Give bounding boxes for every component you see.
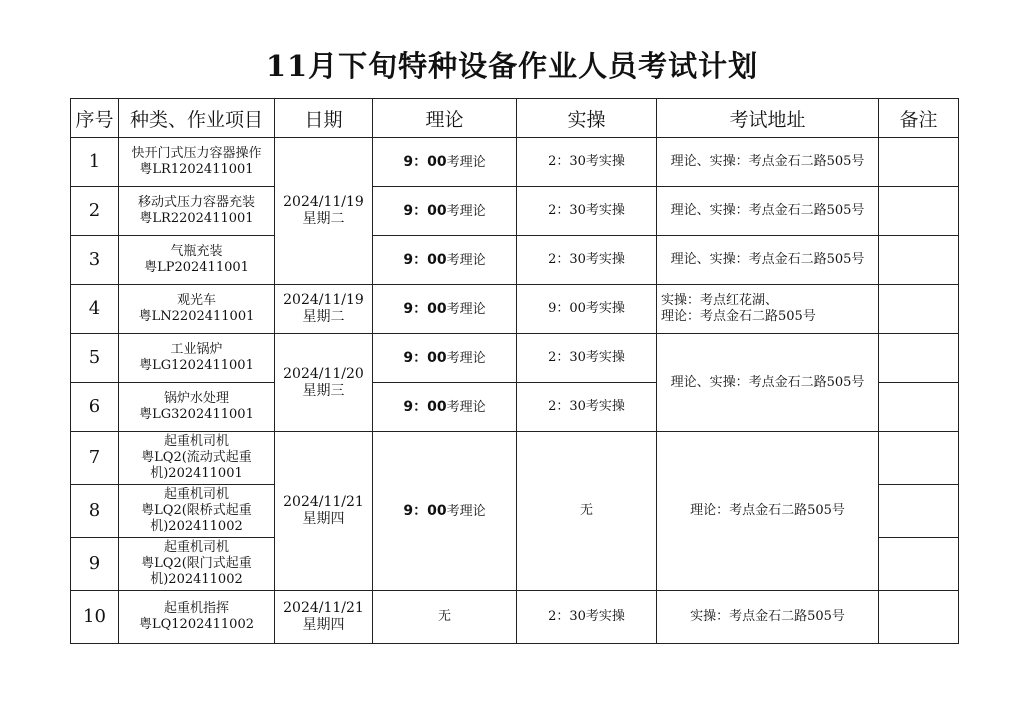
item-line: 粤LQ2(限桥式起重: [141, 503, 252, 518]
row-seq: 9: [71, 538, 119, 591]
item-code: 粤LR1202411001: [139, 162, 254, 177]
table-row: [71, 138, 959, 187]
item-name: 快开门式压力容器操作: [131, 146, 262, 161]
address-cell: 理论、实操：考点金石二路505号: [657, 138, 879, 187]
item-name: 锅炉水处理: [163, 391, 229, 406]
row-seq: 7: [71, 432, 119, 485]
theory-label: 考理论: [446, 503, 486, 519]
item-code: 粤LR2202411001: [139, 211, 254, 226]
table-row: [71, 187, 959, 236]
item-line: 机)202411001: [150, 466, 243, 481]
item-code: 粤LG1202411001: [139, 358, 254, 373]
row-seq: 3: [71, 236, 119, 285]
row-item: [119, 591, 275, 644]
row-item: [119, 538, 275, 591]
address-cell: 理论、实操：考点金石二路505号: [657, 187, 879, 236]
theory-time: 9：00: [403, 251, 447, 268]
remarks-cell: [879, 383, 959, 432]
item-line: 起重机司机: [163, 434, 229, 449]
theory-cell: 无: [373, 591, 517, 644]
row-item: [119, 485, 275, 538]
item-line: 起重机司机: [163, 487, 229, 502]
item-code: 粤LP202411001: [144, 260, 249, 275]
table-row: [71, 591, 959, 644]
date-value: 2024/11/21: [283, 600, 364, 616]
remarks-cell: [879, 432, 959, 485]
header-item: 种类、作业项目: [119, 99, 275, 138]
item-name: 工业锅炉: [170, 342, 223, 357]
address-cell: [657, 285, 879, 334]
exam-plan-table: [70, 98, 959, 644]
remarks-cell: [879, 187, 959, 236]
date-cell: [275, 334, 373, 432]
address-cell: 理论：考点金石二路505号: [657, 432, 879, 591]
theory-label: 考理论: [446, 252, 486, 268]
theory-time: 9：00: [403, 300, 447, 317]
date-cell: [275, 138, 373, 285]
theory-time: 9：00: [403, 398, 447, 415]
weekday-value: 星期二: [302, 309, 345, 325]
theory-label: 考理论: [446, 350, 486, 366]
remarks-cell: [879, 538, 959, 591]
item-line: 起重机司机: [163, 540, 229, 555]
item-name: 移动式压力容器充装: [137, 195, 255, 210]
date-value: 2024/11/20: [283, 365, 364, 382]
row-seq: 5: [71, 334, 119, 383]
row-seq: 2: [71, 187, 119, 236]
theory-cell: [373, 138, 517, 187]
theory-cell: [373, 334, 517, 383]
item-line: 粤LQ2(限门式起重: [141, 556, 252, 571]
table-row: [71, 334, 959, 383]
practice-cell: 2：30考实操: [517, 383, 657, 432]
address-cell: 理论、实操：考点金石二路505号: [657, 334, 879, 432]
item-line: 粤LQ2(流动式起重: [141, 450, 252, 465]
theory-label: 考理论: [446, 301, 486, 317]
item-code: 粤LQ1202411002: [138, 617, 254, 632]
weekday-value: 星期四: [302, 511, 345, 527]
remarks-cell: [879, 138, 959, 187]
date-cell: [275, 591, 373, 644]
theory-cell: [373, 236, 517, 285]
practice-cell: 9：00考实操: [517, 285, 657, 334]
practice-cell: 2：30考实操: [517, 138, 657, 187]
address-cell: 实操：考点金石二路505号: [657, 591, 879, 644]
theory-time: 9：00: [403, 502, 447, 519]
weekday-value: 星期四: [302, 617, 345, 633]
row-seq: 1: [71, 138, 119, 187]
table-row: [71, 236, 959, 285]
row-seq: 8: [71, 485, 119, 538]
item-name: 气瓶充装: [170, 244, 223, 259]
item-line: 机)202411002: [150, 572, 243, 587]
header-practice: 实操: [517, 99, 657, 138]
document-title: 11月下旬特种设备作业人员考试计划: [265, 49, 759, 83]
weekday-value: 星期三: [302, 382, 345, 399]
theory-cell: [373, 383, 517, 432]
row-item: [119, 138, 275, 187]
date-value: 2024/11/19: [283, 194, 364, 210]
row-seq: 10: [71, 591, 119, 644]
date-cell: [275, 432, 373, 591]
theory-time: 9：00: [403, 202, 447, 219]
date-value: 2024/11/21: [283, 494, 364, 510]
remarks-cell: [879, 334, 959, 383]
theory-cell: [373, 285, 517, 334]
row-item: [119, 432, 275, 485]
header-date: 日期: [275, 99, 373, 138]
theory-label: 考理论: [446, 399, 486, 415]
practice-cell: 2：30考实操: [517, 236, 657, 285]
row-item: [119, 236, 275, 285]
theory-cell: [373, 432, 517, 591]
remarks-cell: [879, 485, 959, 538]
remarks-cell: [879, 285, 959, 334]
practice-cell: 2：30考实操: [517, 187, 657, 236]
item-name: 起重机指挥: [163, 601, 229, 616]
row-item: [119, 285, 275, 334]
table-row: [71, 432, 959, 485]
practice-cell: 无: [517, 432, 657, 591]
header-address: 考试地址: [657, 99, 879, 138]
item-code: 粤LG3202411001: [139, 407, 254, 422]
address-line: 实操：考点红花湖、: [661, 293, 779, 308]
item-name: 观光车: [176, 293, 216, 308]
table-header-row: [71, 99, 959, 138]
row-item: [119, 334, 275, 383]
table-row: [71, 285, 959, 334]
practice-cell: 2：30考实操: [517, 591, 657, 644]
row-item: [119, 187, 275, 236]
address-cell: 理论、实操：考点金石二路505号: [657, 236, 879, 285]
theory-time: 9：00: [403, 349, 447, 366]
date-value: 2024/11/19: [283, 292, 364, 308]
date-cell: [275, 285, 373, 334]
header-theory: 理论: [373, 99, 517, 138]
remarks-cell: [879, 236, 959, 285]
practice-cell: 2：30考实操: [517, 334, 657, 383]
header-seq: 序号: [71, 99, 119, 138]
address-line: 理论：考点金石二路505号: [661, 309, 816, 324]
theory-time: 9：00: [403, 153, 447, 170]
theory-cell: [373, 187, 517, 236]
item-code: 粤LN2202411001: [138, 309, 255, 324]
item-line: 机)202411002: [150, 519, 243, 534]
remarks-cell: [879, 591, 959, 644]
row-item: [119, 383, 275, 432]
header-remarks: 备注: [879, 99, 959, 138]
row-seq: 4: [71, 285, 119, 334]
theory-label: 考理论: [446, 154, 486, 170]
row-seq: 6: [71, 383, 119, 432]
theory-label: 考理论: [446, 203, 486, 219]
weekday-value: 星期二: [302, 211, 345, 227]
